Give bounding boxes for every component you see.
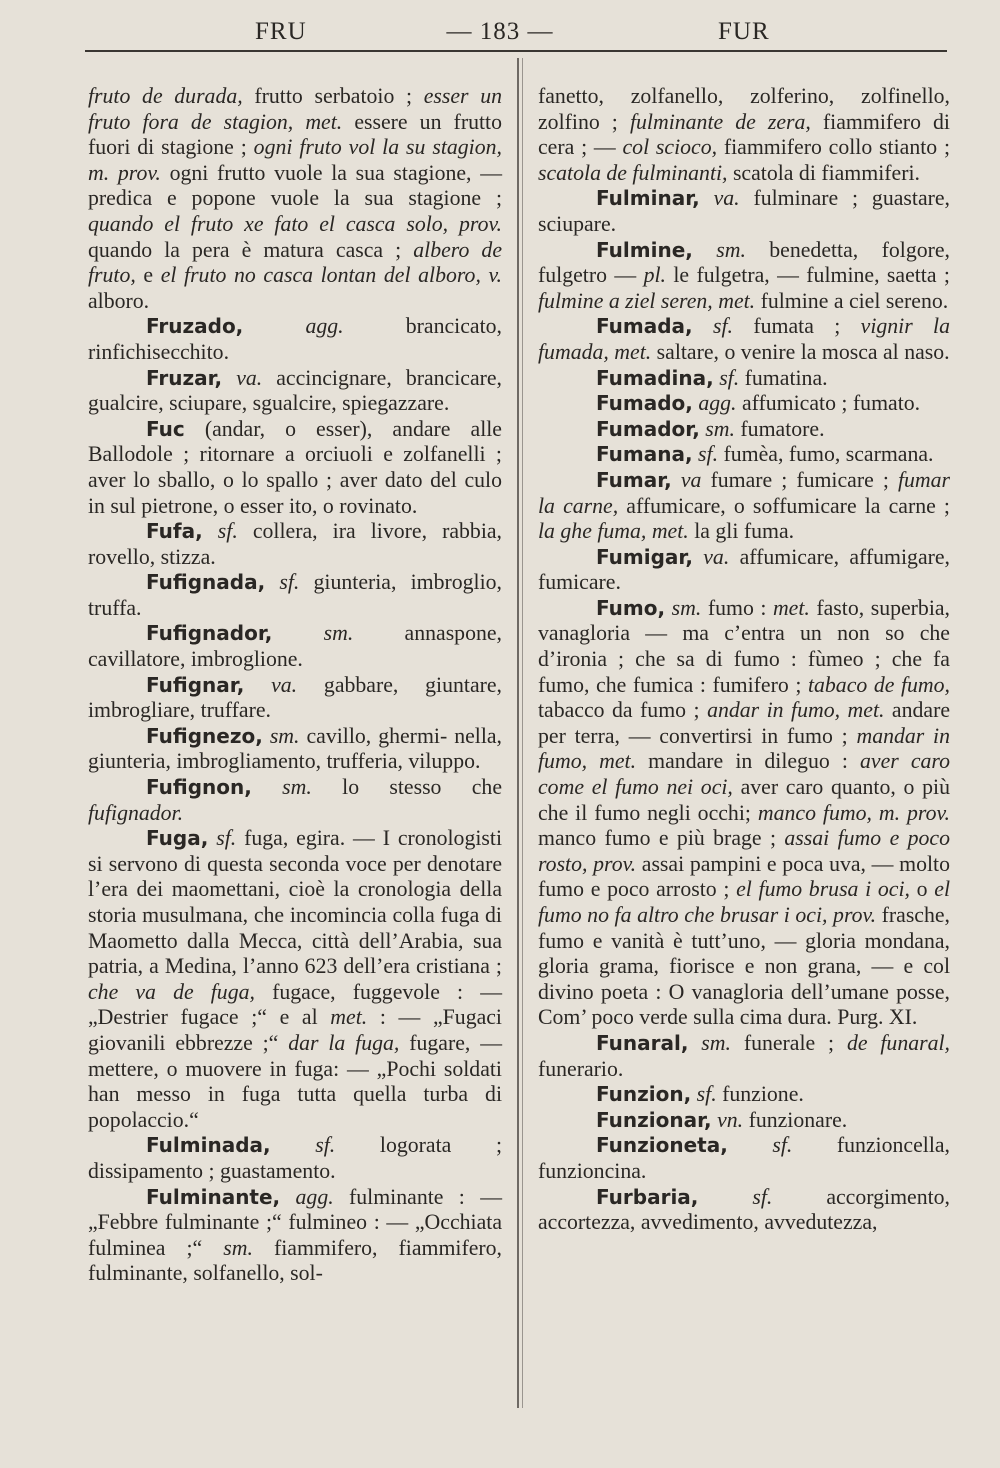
body-text: fanetto, zolfanello, zolferino, zolfinello, zolfino ;	[538, 84, 950, 134]
body-text: funzionare.	[743, 1107, 848, 1132]
body-text: e	[135, 263, 161, 288]
body-text: quando la pera è matura casca ;	[88, 237, 414, 262]
italic-text: manco fumo, m. prov.	[757, 800, 950, 825]
body-text: benedetta, folgore, fulgetro —	[538, 237, 950, 288]
headword: Fufignezo,	[146, 723, 263, 748]
entry-fumo	[538, 596, 950, 1031]
entry-fumadina	[538, 366, 950, 392]
italic-text: tabaco de fumo,	[807, 672, 950, 697]
body-text: le fulgetra, — fulmine, saetta ;	[665, 263, 950, 288]
header-guide-word-left: FRU	[255, 18, 307, 45]
body-text: manco fumo e più brage ;	[538, 826, 785, 851]
italic-text: fufignador.	[88, 800, 184, 825]
italic-text: sf.	[772, 1133, 793, 1158]
italic-text: met.	[330, 1005, 368, 1030]
entry-funzionar	[538, 1108, 950, 1134]
italic-text: quando el fruto xe fato el casca solo, prov.	[88, 211, 502, 236]
entry-fuc	[88, 417, 502, 519]
italic-text: agg.	[295, 1184, 334, 1209]
entry-fufignezo	[88, 724, 502, 775]
body-text: funzioncella, funzioncina.	[538, 1133, 950, 1183]
running-header	[0, 18, 1000, 52]
italic-text: sf.	[315, 1133, 336, 1158]
body-text: cavillo, ghermi- nella, giunteria, imbrogliamento, trufferia, viluppo.	[88, 723, 502, 774]
entry-fruzado	[88, 314, 502, 365]
body-text: mandare in dileguo :	[636, 749, 861, 774]
body-text: fumatore.	[734, 416, 825, 441]
italic-text: sm.	[223, 1235, 253, 1260]
italic-text: col scioco,	[622, 135, 718, 160]
entry-fulmine	[538, 238, 950, 315]
body-text: annaspone, cavillatore, imbroglione.	[88, 621, 502, 672]
body-text: brancicato, rinfichisecchito.	[88, 314, 502, 364]
headword: Funzionar,	[596, 1107, 712, 1132]
italic-text: sm.	[282, 775, 312, 800]
italic-text: de funaral,	[846, 1030, 950, 1055]
entry-fufa	[88, 519, 502, 570]
headword: Funzioneta,	[596, 1133, 728, 1158]
body-text: fulminante : — „Febbre fulminante ;“ fulmineo : — „Occhiata fulminea ;“	[88, 1184, 502, 1260]
italic-text: va.	[271, 672, 298, 697]
italic-text: agg.	[698, 391, 737, 416]
italic-text: sf.	[217, 519, 238, 544]
italic-text: dar la fuga,	[288, 1030, 400, 1055]
headword: Fulminar,	[596, 186, 700, 211]
entry-fulminada	[88, 1133, 502, 1184]
entry-fumado	[538, 391, 950, 417]
entry-fufignador	[88, 621, 502, 672]
italic-text: mandar in fumo, met.	[538, 723, 950, 774]
italic-text: andar in fumo, met.	[707, 698, 885, 723]
body-text: affumicare, o soffumicare la carne ;	[618, 493, 950, 518]
headword: Funzion,	[596, 1082, 692, 1107]
body-text: (andar, o esser), andare alle Ballodole ; ritornare a orciuoli e zolfanelli ; aver lo sballo, o lo spallo ; aver dato del culo in sul pietrone, o esser ito, o rovinato.	[88, 416, 502, 518]
body-text: fiammifero collo stianto ;	[717, 135, 951, 160]
italic-text: sf.	[713, 314, 734, 339]
italic-text: fumar la carne,	[538, 467, 951, 518]
italic-text: sm.	[269, 723, 300, 748]
headword: Fulmine,	[596, 237, 693, 262]
italic-text: fulminante de zera,	[629, 109, 811, 134]
body-text: ogni frutto vuole la sua stagione, — predica e popone vuole la sua stagione ;	[88, 160, 503, 211]
italic-text: vn.	[717, 1107, 744, 1132]
header-rule	[85, 50, 947, 52]
body-text: fugace, fuggevole : — „Destrier fugace ;“ e al	[88, 979, 502, 1030]
body-text: affumicato ; fumato.	[736, 391, 921, 416]
headword: Fufignar,	[146, 672, 245, 697]
italic-text: va.	[713, 186, 740, 211]
entry-funaral	[538, 1031, 950, 1082]
italic-text: ogni fruto vol la su stagion, m. prov.	[88, 135, 502, 185]
italic-text: assai fumo e poco rosto, prov.	[538, 826, 950, 876]
headword: Fumigar,	[596, 544, 693, 569]
body-text: fasto, superbia, vanagloria — ma c’entra un non so che d’ironia ; che sa di fumo : fùmeo ; che fa fumo, che fumica : fumifero ;	[538, 595, 951, 697]
headword: Fumo,	[596, 595, 666, 620]
italic-text: sm.	[705, 416, 735, 441]
italic-text: aver caro come el fumo nei oci,	[538, 749, 951, 800]
headword: Fruzado,	[146, 314, 244, 339]
body-text: assai pampini e poca uva, — molto fumo e poco arrosto ;	[538, 851, 950, 902]
headword: Fruzar,	[146, 365, 223, 390]
italic-text: va	[680, 467, 702, 492]
headword: Fumadina,	[596, 365, 714, 390]
column-divider	[517, 58, 519, 1408]
headword: Fuga,	[146, 826, 209, 851]
italic-text: albero de fruto,	[88, 237, 502, 288]
italic-text: sm.	[323, 621, 354, 646]
headword: Fuc	[146, 416, 185, 441]
entry-fulminante	[88, 1185, 502, 1287]
body-text: affumicare, affumigare, fumicare.	[538, 544, 950, 595]
headword: Fumar,	[596, 467, 672, 492]
entry-fumana	[538, 442, 950, 468]
entry-fufignada	[88, 570, 502, 621]
entry-fumador	[538, 417, 950, 443]
body-text: giunteria, imbroglio, truffa.	[88, 570, 502, 620]
italic-text: esser un fruto fora de stagion, met.	[88, 84, 502, 134]
italic-text: sm.	[671, 595, 702, 620]
italic-text: met.	[772, 595, 810, 620]
body-text: tabacco da fumo ;	[538, 698, 708, 723]
entry-fumada	[538, 314, 950, 365]
entry-continuation	[88, 84, 502, 314]
body-text: saltare, o venire la mosca al naso.	[651, 339, 950, 364]
body-text: frasche, fumo e vanità è tutt’uno, — gloria mondana, gloria grama, fiorisce e non grana, — e col divino poeta : O vanagloria dell’umane posse, Com’ poco verde sulla cima dura. Purg. XI.	[538, 903, 950, 1030]
italic-text: sf.	[696, 1082, 717, 1107]
body-text: fumatina.	[739, 365, 828, 390]
header-guide-word-right: FUR	[718, 18, 770, 45]
headword: Fufa,	[146, 519, 203, 544]
entry-funzioneta	[538, 1133, 950, 1184]
entry-fulminar	[538, 186, 950, 237]
italic-text: agg.	[305, 314, 344, 339]
italic-text: el fruto no casca lontan del alboro, v.	[160, 263, 502, 288]
left-column	[88, 84, 502, 1287]
italic-text: scatola de fulminanti,	[538, 160, 728, 185]
italic-text: pl.	[643, 263, 666, 288]
body-text: la gli fuma.	[688, 519, 795, 544]
column-divider-inner	[522, 58, 523, 1408]
body-text: fuga, egira. — I cronologisti si servono di questa seconda voce per denotare l’era dei maomettani, cioè la cronologia della storia musulmana, che incomincia colla fuga di Maometto dalla Mecca, città dell’Arabia, sua patria, a Medina, l’anno 623 dell’era cristiana ;	[88, 826, 503, 979]
headword: Fumado,	[596, 391, 693, 416]
entry-fumar	[538, 468, 950, 545]
body-text: scatola di fiammiferi.	[727, 160, 920, 185]
page-number: — 183 —	[446, 18, 554, 45]
entry-fumigar	[538, 545, 950, 596]
entry-fufignar	[88, 673, 502, 724]
headword: Fufignon,	[146, 775, 252, 800]
body-text: accorgimento, accortezza, avvedimento, avvedutezza,	[538, 1184, 951, 1235]
body-text: fumo :	[701, 595, 773, 620]
entry-fruzar	[88, 366, 502, 417]
headword: Fufignador,	[146, 621, 273, 646]
entry-continuation	[538, 84, 950, 186]
body-text: fumata ;	[733, 314, 861, 339]
entry-funzion	[538, 1082, 950, 1108]
body-text: accincignare, brancicare, gualcire, sciupare, sgualcire, spiegazzare.	[88, 365, 503, 416]
italic-text: va.	[236, 365, 263, 390]
italic-text: fulmine a ziel seren, met.	[538, 288, 756, 313]
body-text: lo stesso che	[311, 775, 502, 800]
body-text: essere un frutto fuori di stagione ;	[88, 109, 502, 160]
italic-text: la ghe fuma, met.	[538, 519, 689, 544]
body-text: : — „Fugaci giovanili ebbrezze ;“	[88, 1005, 502, 1055]
entry-furbaria	[538, 1185, 950, 1236]
italic-text: sf.	[216, 826, 237, 851]
entry-fuga	[88, 826, 502, 1133]
headword: Funaral,	[596, 1030, 689, 1055]
italic-text: va.	[703, 544, 730, 569]
headword: Fulminante,	[146, 1184, 281, 1209]
italic-text: el fumo brusa i oci,	[736, 877, 910, 902]
italic-text: sm.	[701, 1030, 731, 1055]
italic-text: sf.	[698, 442, 719, 467]
italic-text: vignir la fumada, met.	[538, 314, 951, 364]
body-text: collera, ira livore, rabbia, rovello, stizza.	[88, 519, 502, 569]
italic-text: el fumo no fa altro che brusar i oci, prov.	[538, 877, 950, 927]
body-text: alboro.	[88, 288, 150, 313]
body-text: gabbare, giuntare, imbrogliare, truffare.	[88, 672, 502, 723]
italic-text: sf.	[752, 1184, 773, 1209]
body-text: logorata ; dissipamento ; guastamento.	[88, 1133, 502, 1183]
body-text: andare per terra, — convertirsi in fumo ;	[538, 698, 950, 748]
right-column	[538, 84, 950, 1236]
italic-text: sf.	[279, 570, 300, 595]
body-text: fiammifero, fiammifero, fulminante, solfanello, sol-	[88, 1235, 502, 1286]
body-text: fugare, — mettere, o muovere in fuga: — „Pochi soldati han messo in fuga tutta quella turba di popolaccio.“	[88, 1030, 502, 1132]
headword: Fumada,	[596, 314, 693, 339]
body-text: o	[909, 877, 935, 902]
body-text: funerario.	[538, 1056, 624, 1081]
body-text: fumare ; fumicare ;	[701, 467, 898, 492]
body-text: funerale ;	[730, 1030, 847, 1055]
body-text: frutto serbatoio ;	[242, 84, 424, 108]
italic-text: fruto de durada,	[88, 84, 243, 108]
body-text: fumèa, fumo, scarmana.	[718, 442, 934, 467]
body-text: fiammifero di cera ; —	[538, 109, 950, 160]
body-text: funzione.	[716, 1082, 804, 1107]
headword: Fumador,	[596, 416, 700, 441]
body-text: aver caro quanto, o più che il fumo negli occhi;	[538, 775, 950, 825]
headword: Furbaria,	[596, 1184, 699, 1209]
italic-text: che va de fuga,	[88, 979, 255, 1004]
body-text: fulminare ; guastare, sciupare.	[538, 186, 951, 236]
italic-text: sm.	[716, 237, 746, 262]
italic-text: sf.	[719, 365, 740, 390]
headword: Fulminada,	[146, 1133, 271, 1158]
headword: Fumana,	[596, 442, 693, 467]
body-text: fulmine a ciel sereno.	[755, 288, 949, 313]
entry-fufignon	[88, 775, 502, 826]
headword: Fufignada,	[146, 570, 266, 595]
